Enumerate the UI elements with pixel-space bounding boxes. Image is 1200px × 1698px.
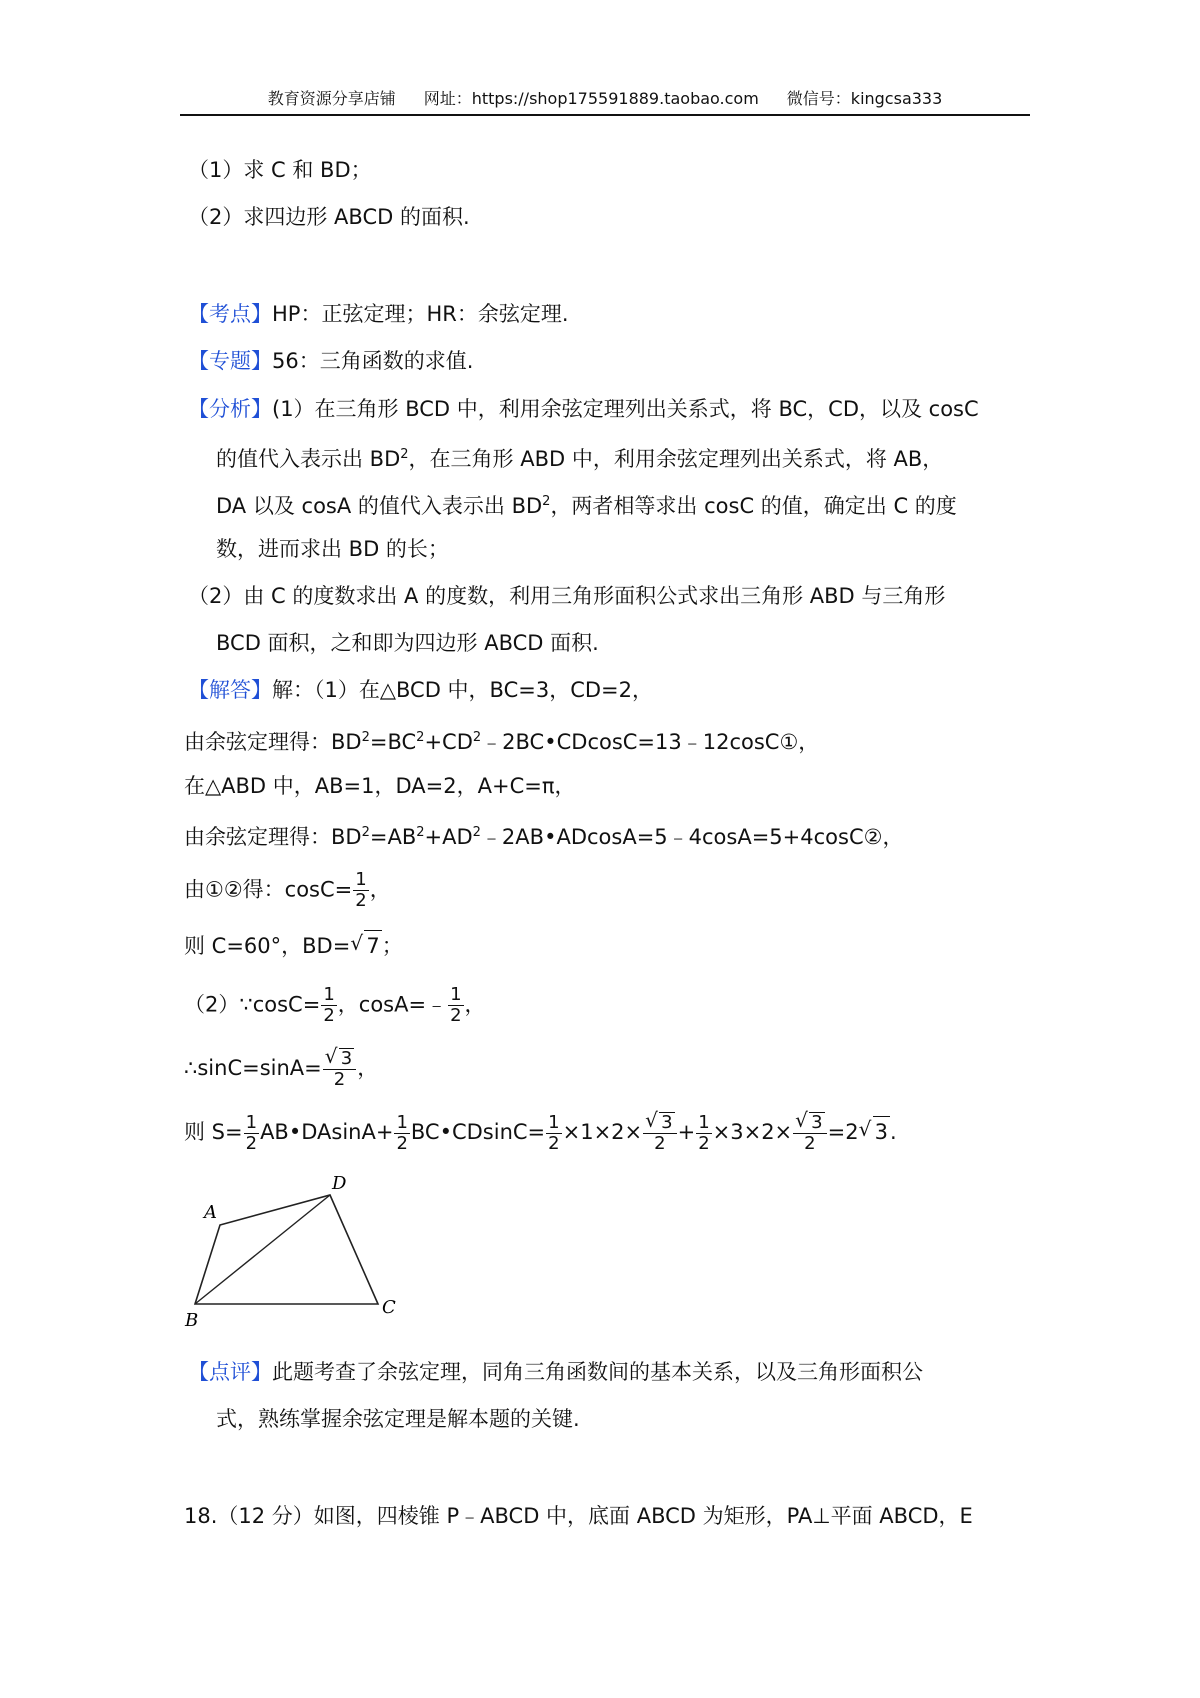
jieda-tag: 【解答】: [188, 678, 272, 702]
label-c: C: [382, 1297, 396, 1318]
quadrilateral-figure: [180, 1175, 420, 1335]
denominator: 2: [698, 1132, 710, 1154]
numerator: [793, 1112, 826, 1134]
fenxi-tag: 【分析】: [188, 397, 272, 421]
superscript: 2: [361, 825, 370, 840]
label-d: D: [332, 1175, 347, 1194]
text: 则 C=60°，BD=: [184, 934, 351, 958]
text: +CD: [424, 730, 473, 754]
jieda-line-3: 在△ABD 中，AB=1，DA=2，A+C=π，: [184, 774, 576, 798]
fenxi-line-3: [216, 487, 957, 521]
kaodian-text: HP：正弦定理；HR：余弦定理.: [272, 302, 569, 326]
text: ，cosA=﹣: [337, 992, 448, 1017]
zhuanti-tag: 【专题】: [188, 349, 272, 373]
dianping-line-1: [188, 1357, 923, 1387]
superscript: 2: [361, 730, 370, 745]
numerator: 1: [450, 984, 462, 1005]
radicand: 3: [340, 1048, 353, 1069]
fraction: [793, 1112, 826, 1154]
header-shop: 教育资源分享店铺: [267, 89, 396, 108]
sqrt: [350, 930, 381, 961]
question-part-1: （1）求 C 和 BD；: [188, 158, 372, 182]
denominator: 2: [450, 1005, 462, 1026]
text: +AD: [424, 825, 473, 849]
text: .: [889, 1120, 897, 1144]
text: ﹣2AB•ADcosA=5﹣4cosA=5+4cosC②，: [480, 825, 904, 849]
jieda-line-1: [188, 675, 653, 705]
text: 则 S=: [184, 1120, 243, 1144]
superscript: 2: [416, 825, 425, 840]
denominator: 2: [355, 890, 367, 911]
jieda-text-1: 解：（1）在△BCD 中，BC=3，CD=2，: [272, 678, 654, 702]
denominator: 2: [804, 1133, 816, 1154]
zhuanti-line: [188, 346, 473, 376]
text: ，: [357, 1056, 379, 1080]
dianping-tag: 【点评】: [188, 1360, 272, 1384]
fraction: [244, 1113, 259, 1154]
numerator: 1: [548, 1111, 560, 1133]
fraction: [321, 985, 336, 1026]
fenxi-text-2b: ，在三角形 ABD 中，利用余弦定理列出关系式，将 AB，: [408, 447, 944, 471]
fenxi-line-6: BCD 面积，之和即为四边形 ABCD 面积.: [216, 631, 599, 655]
denominator: 2: [245, 1132, 258, 1154]
fenxi-line-1: [188, 394, 979, 424]
radicand: 7: [364, 930, 381, 961]
jieda-line-5: [184, 870, 391, 911]
text: AB•DAsinA+: [260, 1120, 394, 1144]
fraction: [448, 985, 463, 1026]
radicand: 3: [873, 1116, 890, 1147]
zhuanti-text: 56：三角函数的求值.: [272, 349, 474, 373]
text: ，: [464, 992, 486, 1017]
kaodian-line: [188, 299, 569, 329]
question-18: 18.（12 分）如图，四棱锥 P﹣ABCD 中，底面 ABCD 为矩形，PA⊥平面 ABCD，E: [184, 1504, 973, 1528]
label-a: A: [204, 1202, 217, 1223]
dianping-text-1: 此题考查了余弦定理，同角三角函数间的基本关系，以及三角形面积公: [272, 1360, 923, 1384]
fraction: [353, 870, 368, 911]
text: =2: [827, 1120, 859, 1144]
sqrt: [859, 1116, 890, 1147]
denominator: 2: [396, 1132, 408, 1154]
jieda-line-9: [184, 1112, 897, 1154]
text: （2）∵cosC=: [184, 992, 321, 1017]
superscript: 2: [542, 494, 551, 509]
fraction: [643, 1112, 676, 1154]
header-wechat: 微信号：kingcsa333: [786, 89, 943, 108]
numerator: 1: [245, 1111, 258, 1133]
fenxi-text-3a: DA 以及 cosA 的值代入表示出 BD: [216, 494, 543, 518]
superscript: 2: [472, 825, 481, 840]
fenxi-text-3b: ，两者相等求出 cosC 的值，确定出 C 的度: [550, 494, 957, 518]
denominator: 2: [333, 1069, 346, 1090]
radicand: 3: [661, 1112, 673, 1133]
numerator: 1: [698, 1111, 710, 1133]
text: ∴sinC=sinA=: [184, 1056, 322, 1080]
numerator: [643, 1112, 676, 1134]
jieda-line-2: [184, 723, 819, 757]
jieda-line-8: [184, 1048, 378, 1090]
text: =BC: [369, 730, 417, 754]
superscript: 2: [400, 447, 409, 462]
superscript: 2: [472, 730, 482, 745]
jieda-line-7: [184, 985, 486, 1026]
denominator: 2: [323, 1005, 335, 1026]
fenxi-text-1: (1）在三角形 BCD 中，利用余弦定理列出关系式，将 BC，CD，以及 cosC: [272, 397, 979, 421]
text: ，: [369, 877, 391, 902]
fraction: [696, 1113, 711, 1154]
page-header: [180, 86, 1030, 116]
numerator: 1: [323, 984, 335, 1005]
header-url: 网址：https://shop175591889.taobao.com: [423, 89, 759, 108]
fraction: [323, 1048, 356, 1090]
text: +: [677, 1120, 696, 1144]
numerator: [323, 1048, 356, 1070]
text: 由①②得：cosC=: [184, 877, 353, 902]
fenxi-line-4: 数，进而求出 BD 的长；: [216, 537, 449, 561]
text: ﹣2BC•CDcosC=13﹣12cosC①，: [481, 730, 820, 754]
fenxi-line-5: （2）由 C 的度数求出 A 的度数，利用三角形面积公式求出三角形 ABD 与三角形: [188, 584, 946, 608]
text: BC•CDsinC=: [410, 1120, 546, 1144]
denominator: 2: [548, 1132, 560, 1154]
text: =AB: [369, 825, 417, 849]
quadrilateral-outline: [195, 1195, 378, 1304]
fraction: [546, 1113, 561, 1154]
text: 由余弦定理得：BD: [184, 825, 362, 849]
kaodian-tag: 【考点】: [188, 302, 272, 326]
denominator: 2: [654, 1133, 666, 1154]
label-b: B: [185, 1310, 199, 1331]
text: ×3×2×: [712, 1120, 793, 1144]
text: ×1×2×: [562, 1120, 643, 1144]
dianping-line-2: 式，熟练掌握余弦定理是解本题的关键.: [216, 1407, 580, 1431]
numerator: 1: [355, 869, 367, 890]
text: 由余弦定理得：BD: [184, 730, 362, 754]
question-part-2: （2）求四边形 ABCD 的面积.: [188, 205, 470, 229]
jieda-line-6: [184, 930, 403, 961]
superscript: 2: [416, 730, 425, 745]
fraction: [394, 1113, 409, 1154]
sqrt: [325, 1048, 354, 1069]
numerator: 1: [396, 1111, 408, 1133]
jieda-line-4: [184, 818, 903, 852]
text: ；: [381, 934, 403, 958]
fenxi-text-2a: 的值代入表示出 BD: [216, 447, 401, 471]
sqrt: [645, 1112, 674, 1133]
radicand: 3: [811, 1112, 823, 1133]
fenxi-line-2: [216, 440, 943, 474]
sqrt: [795, 1112, 824, 1133]
